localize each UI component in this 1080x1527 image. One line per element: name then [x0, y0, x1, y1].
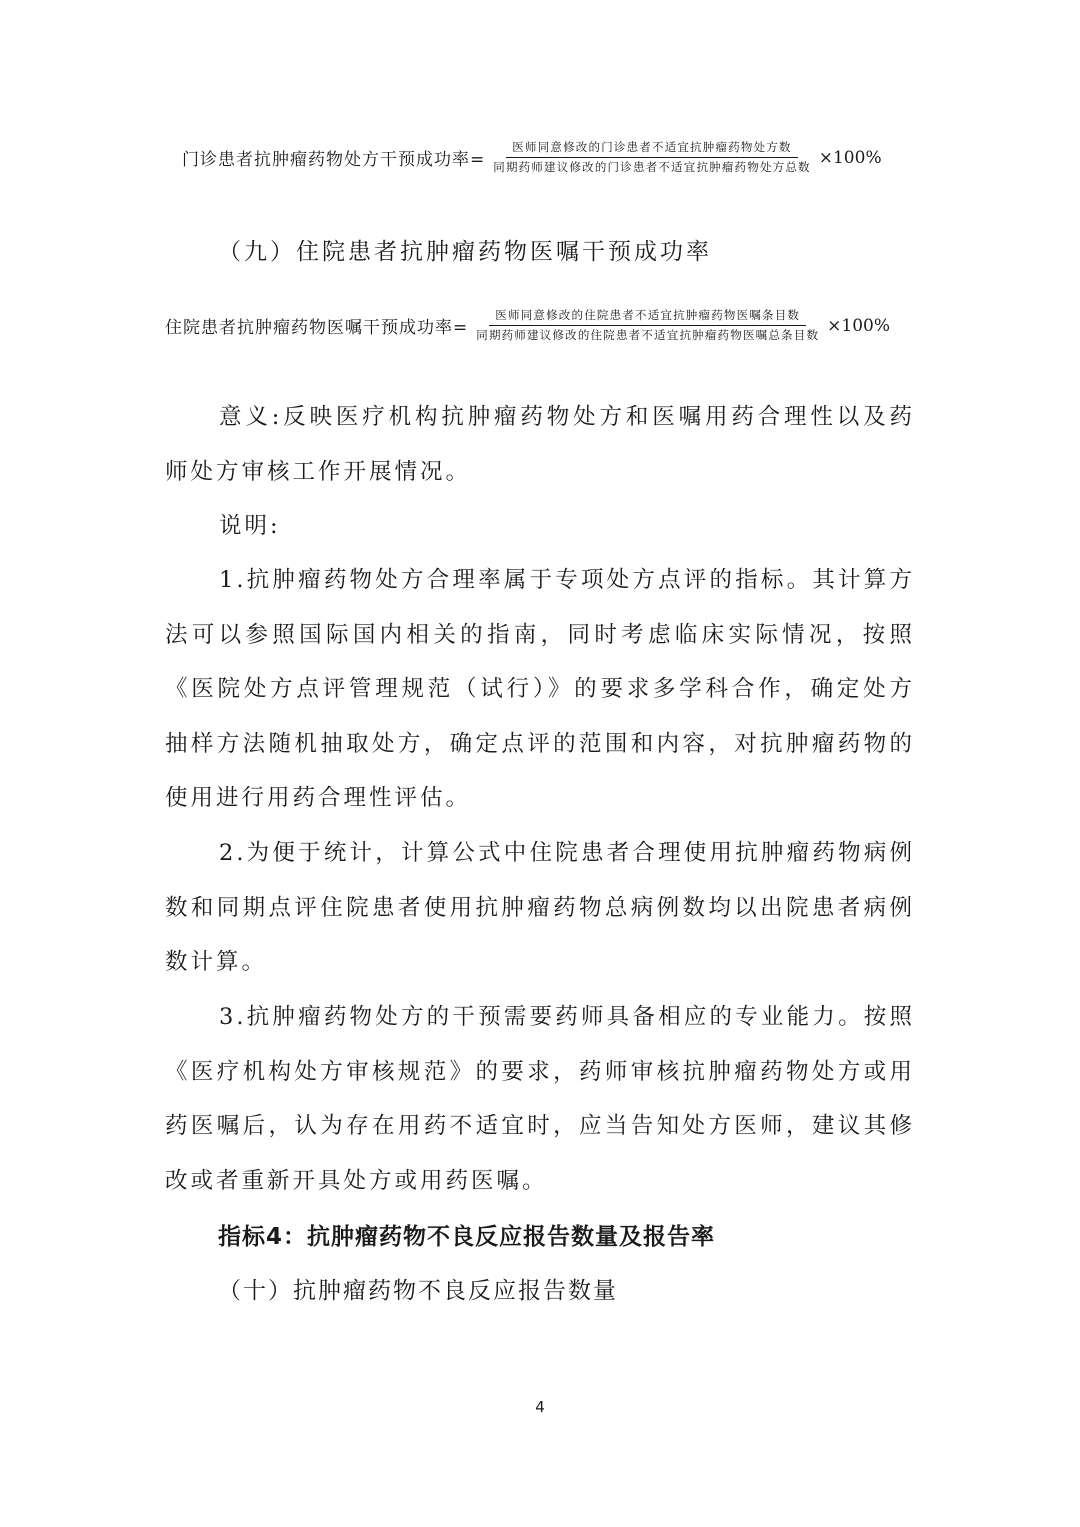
formula-multiplier: ×100% — [818, 147, 882, 168]
formula-lhs: 门诊患者抗肿瘤药物处方干预成功率= — [182, 150, 486, 170]
formula-fraction — [487, 140, 817, 175]
indicator-4-heading: 指标4：抗肿瘤药物不良反应报告数量及报告率 — [218, 1224, 716, 1250]
section-heading-10: （十）抗肿瘤药物不良反应报告数量 — [218, 1278, 618, 1304]
formula-multiplier: ×100% — [827, 315, 891, 336]
formula-numerator: 医师同意修改的门诊患者不适宜抗肿瘤药物处方数 — [506, 140, 797, 158]
formula-numerator: 医师同意修改的住院患者不适宜抗肿瘤药物医嘱条目数 — [489, 308, 806, 326]
note-2-paragraph: 2.为便于统计，计算公式中住院患者合理使用抗肿瘤药物病例数和同期点评住院患者使用抗肿瘤药物总病例数均以出院患者病例数计算。 — [165, 840, 915, 975]
section-heading-9: （九）住院患者抗肿瘤药物医嘱干预成功率 — [218, 239, 712, 265]
formula-inpatient-intervention — [165, 308, 890, 343]
formula-outpatient-intervention — [182, 140, 882, 175]
explanation-label: 说明: — [219, 513, 281, 539]
formula-denominator: 同期药师建议修改的门诊患者不适宜抗肿瘤药物处方总数 — [493, 160, 811, 174]
page-number: 4 — [535, 1398, 545, 1416]
meaning-paragraph: 意义:反映医疗机构抗肿瘤药物处方和医嘱用药合理性以及药师处方审核工作开展情况。 — [165, 404, 915, 485]
formula-fraction — [470, 308, 825, 343]
formula-lhs: 住院患者抗肿瘤药物医嘱干预成功率= — [165, 318, 469, 338]
formula-denominator: 同期药师建议修改的住院患者不适宜抗肿瘤药物医嘱总条目数 — [476, 328, 820, 342]
note-1-paragraph: 1.抗肿瘤药物处方合理率属于专项处方点评的指标。其计算方法可以参照国际国内相关的指南，同时考虑临床实际情况，按照《医院处方点评管理规范（试行）》的要求多学科合作，确定处方抽样方法随机抽取处方，确定点评的范围和内容，对抗肿瘤药物的使用进行用药合理性评估。 — [165, 567, 915, 811]
note-3-paragraph: 3.抗肿瘤药物处方的干预需要药师具备相应的专业能力。按照《医疗机构处方审核规范》的要求，药师审核抗肿瘤药物处方或用药医嘱后，认为存在用药不适宜时，应当告知处方医师，建议其修改或者重新开具处方或用药医嘱。 — [165, 1004, 915, 1194]
